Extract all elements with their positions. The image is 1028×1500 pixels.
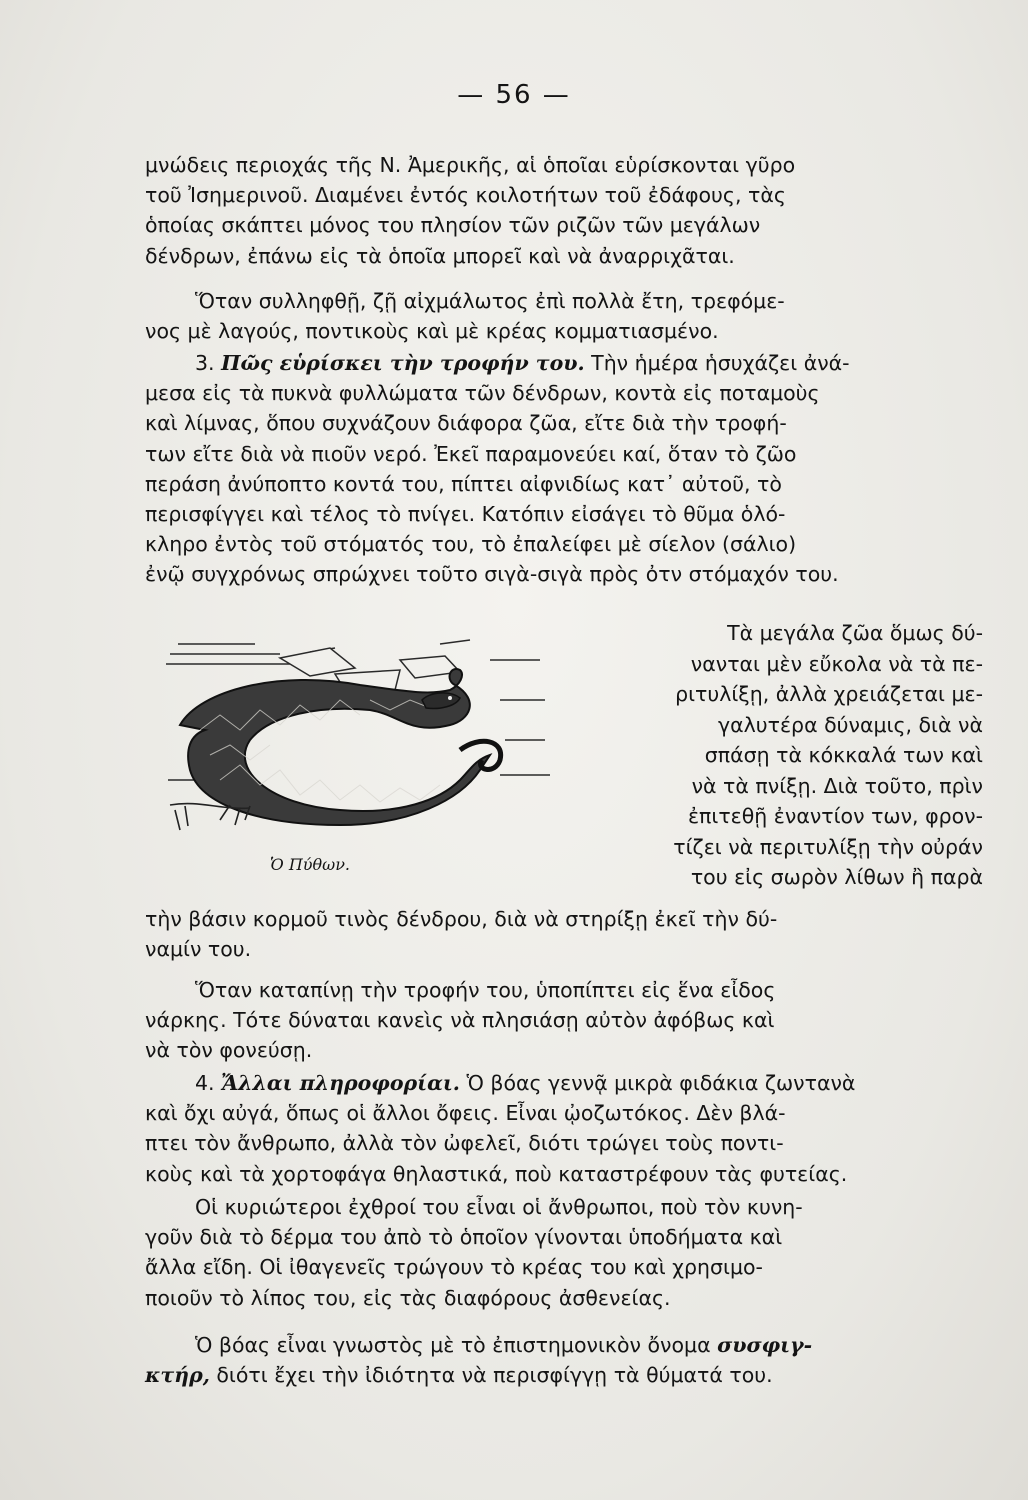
text-line: του εἰς σωρὸν λίθων ἢ παρὰ [690, 865, 983, 889]
text-line: νανται μὲν εὔκολα νὰ τὰ πε- [690, 651, 983, 676]
text-line: καὶ λίμνας, ὅπου συχνάζουν διάφορα ζῶα, εἴτε διὰ τὴν τροφή- [145, 411, 787, 436]
text-line [145, 1068, 983, 1098]
paragraph-1 [145, 150, 983, 271]
text-line: γοῦν διὰ τὸ δέρμα του ἀπὸ τὸ ὁποῖον γίνονται ὑποδήματα καὶ [145, 1225, 783, 1250]
text-line: καὶ ὄχι αὐγά, ὅπως οἱ ἄλλοι ὄφεις. Εἶναι ᾠοζωτόκος. Δὲν βλά- [145, 1101, 786, 1126]
text-line: ριτυλίξῃ, ἀλλὰ χρειάζεται με- [675, 682, 983, 706]
text-line: Οἱ κυριώτεροι ἐχθροί του εἶναι οἱ ἄνθρωποι, ποὺ τὸν κυνη- [195, 1195, 803, 1219]
text-line: Ὅταν καταπίνῃ τὴν τροφήν του, ὑποπίπτει εἰς ἕνα εἶδος [195, 978, 776, 1002]
text-line: των εἴτε διὰ νὰ πιοῦν νερό. Ἐκεῖ παραμονεύει καί, ὅταν τὸ ζῶο [145, 441, 797, 466]
paragraph-7 [145, 1192, 983, 1313]
section-heading-other-info: Ἄλλαι πληροφορίαι. [221, 1071, 460, 1095]
text-line: ποιοῦν τὸ λίπος του, εἰς τὰς διαφόρους ἀσθενείας. [145, 1285, 671, 1310]
margin-stamp [100, 1080, 140, 1280]
text-line: ἐνῷ συγχρόνως σπρώχνει τοῦτο σιγὰ-σιγὰ πρὸς ὀτν στόμαχόν του. [145, 562, 839, 587]
text-line: μεσα εἰς τὰ πυκνὰ φυλλώματα τῶν δένδρων, κοντὰ εἰς ποταμοὺς [145, 381, 820, 406]
text-line: πτει τὸν ἄνθρωπο, ἀλλὰ τὸν ὠφελεῖ, διότι τρώγει τοὺς ποντι- [145, 1131, 784, 1156]
ground-lines [170, 804, 250, 830]
text-line: τὴν βάσιν κορμοῦ τινὸς δένδρου, διὰ νὰ στηρίξῃ ἐκεῖ τὴν δύ- [145, 907, 778, 931]
text-line: γαλυτέρα δύναμις, διὰ νὰ [718, 712, 983, 737]
text-fragment: Τὴν ἡμέρα ἡσυχάζει ἀνά- [591, 351, 850, 375]
text-line: νὰ τὸν φονεύσῃ. [145, 1038, 313, 1063]
paragraph-5 [145, 975, 983, 1066]
page-number: — 56 — [457, 80, 571, 110]
python-drawing [160, 630, 550, 845]
text-line: κοὺς καὶ τὰ χορτοφάγα θηλαστικά, ποὺ καταστρέφουν τὰς φυτείας. [145, 1161, 848, 1186]
text-line: περισφίγγει καὶ τέλος τὸ πνίγει. Κατόπιν εἰσάγει τὸ θῦμα ὁλό- [145, 502, 786, 527]
text-line: Ὅταν συλληφθῇ, ζῇ αἰχμάλωτος ἐπὶ πολλὰ ἔτη, τρεφόμε- [195, 289, 785, 313]
paragraph-3 [145, 348, 983, 590]
paragraph-4-continued [145, 904, 983, 964]
text-line: τοῦ Ἰσημερινοῦ. Διαμένει ἐντός κοιλοτήτων τοῦ ἐδάφους, τὰς [145, 183, 786, 208]
snake-eye [448, 696, 452, 700]
text-line: τίζει νὰ περιτυλίξῃ τὴν οὐράν [673, 834, 983, 859]
text-line: Τὰ μεγάλα ζῶα ὅμως δύ- [727, 621, 983, 645]
section-heading-food: Πῶς εὑρίσκει τὴν τροφήν του. [221, 351, 585, 375]
section-number: 3. [195, 351, 215, 375]
text-line: σπάσῃ τὰ κόκκαλά των καὶ [704, 743, 983, 767]
text-line: δένδρων, ἐπάνω εἰς τὰ ὁποῖα μπορεῖ καὶ νὰ ἀναρριχᾶται. [145, 243, 735, 268]
text-line: ὁποίας σκάπτει μόνος του πλησίον τῶν ριζῶν τῶν μεγάλων [145, 213, 761, 238]
text-line: ναμίν του. [145, 937, 252, 962]
paragraph-4-wrap [570, 618, 983, 893]
text-line: νος μὲ λαγούς, ποντικοὺς καὶ μὲ κρέας κομματιασμένο. [145, 319, 719, 344]
text-line: ἐπιτεθῇ ἐναντίον των, φρον- [687, 804, 983, 828]
text-fragment: Ὁ βόας εἶναι γνωστὸς μὲ τὸ ἐπιστημονικὸν ὄνομα [195, 1333, 711, 1357]
text-line [145, 1360, 983, 1390]
text-line [145, 1330, 983, 1360]
text-line: μνώδεις περιοχάς τῆς Ν. Ἀμερικῆς, αἱ ὁποῖαι εὑρίσκονται γῦρο [145, 153, 796, 177]
scientific-name-term: συσφιγ- [717, 1333, 813, 1357]
text-line: νάρκης. Τότε δύναται κανεὶς νὰ πλησιάσῃ αὐτὸν ἀφόβως καὶ [145, 1008, 775, 1033]
scientific-name-term-end: κτήρ, [145, 1363, 210, 1388]
text-line: νὰ τὰ πνίξῃ. Διὰ τοῦτο, πρὶν [691, 773, 983, 798]
paragraph-6 [145, 1068, 983, 1189]
paragraph-8 [145, 1330, 983, 1390]
figure-caption: Ὁ Πύθων. [270, 855, 351, 874]
paragraph-2 [145, 286, 983, 346]
text-line [145, 348, 983, 378]
python-illustration [160, 630, 550, 845]
text-line: περάση ἀνύποπτο κοντά του, πίπτει αἰφνιδίως κατ᾽ αὐτοῦ, τὸ [145, 471, 782, 496]
text-line: ἄλλα εἴδη. Οἱ ἰθαγενεῖς τρώγουν τὸ κρέας του καὶ χρησιμο- [145, 1255, 763, 1280]
text-line: κληρο ἐντὸς τοῦ στόματός του, τὸ ἐπαλείφει μὲ σίελον (σάλιο) [145, 532, 797, 557]
text-fragment: διότι ἔχει τὴν ἰδιότητα νὰ περισφίγγῃ τὰ θύματά του. [216, 1363, 773, 1388]
text-fragment: Ὁ βόας γεννᾷ μικρὰ φιδάκια ζωντανὰ [466, 1071, 856, 1095]
section-number: 4. [195, 1071, 215, 1095]
snake-tail [460, 741, 501, 769]
